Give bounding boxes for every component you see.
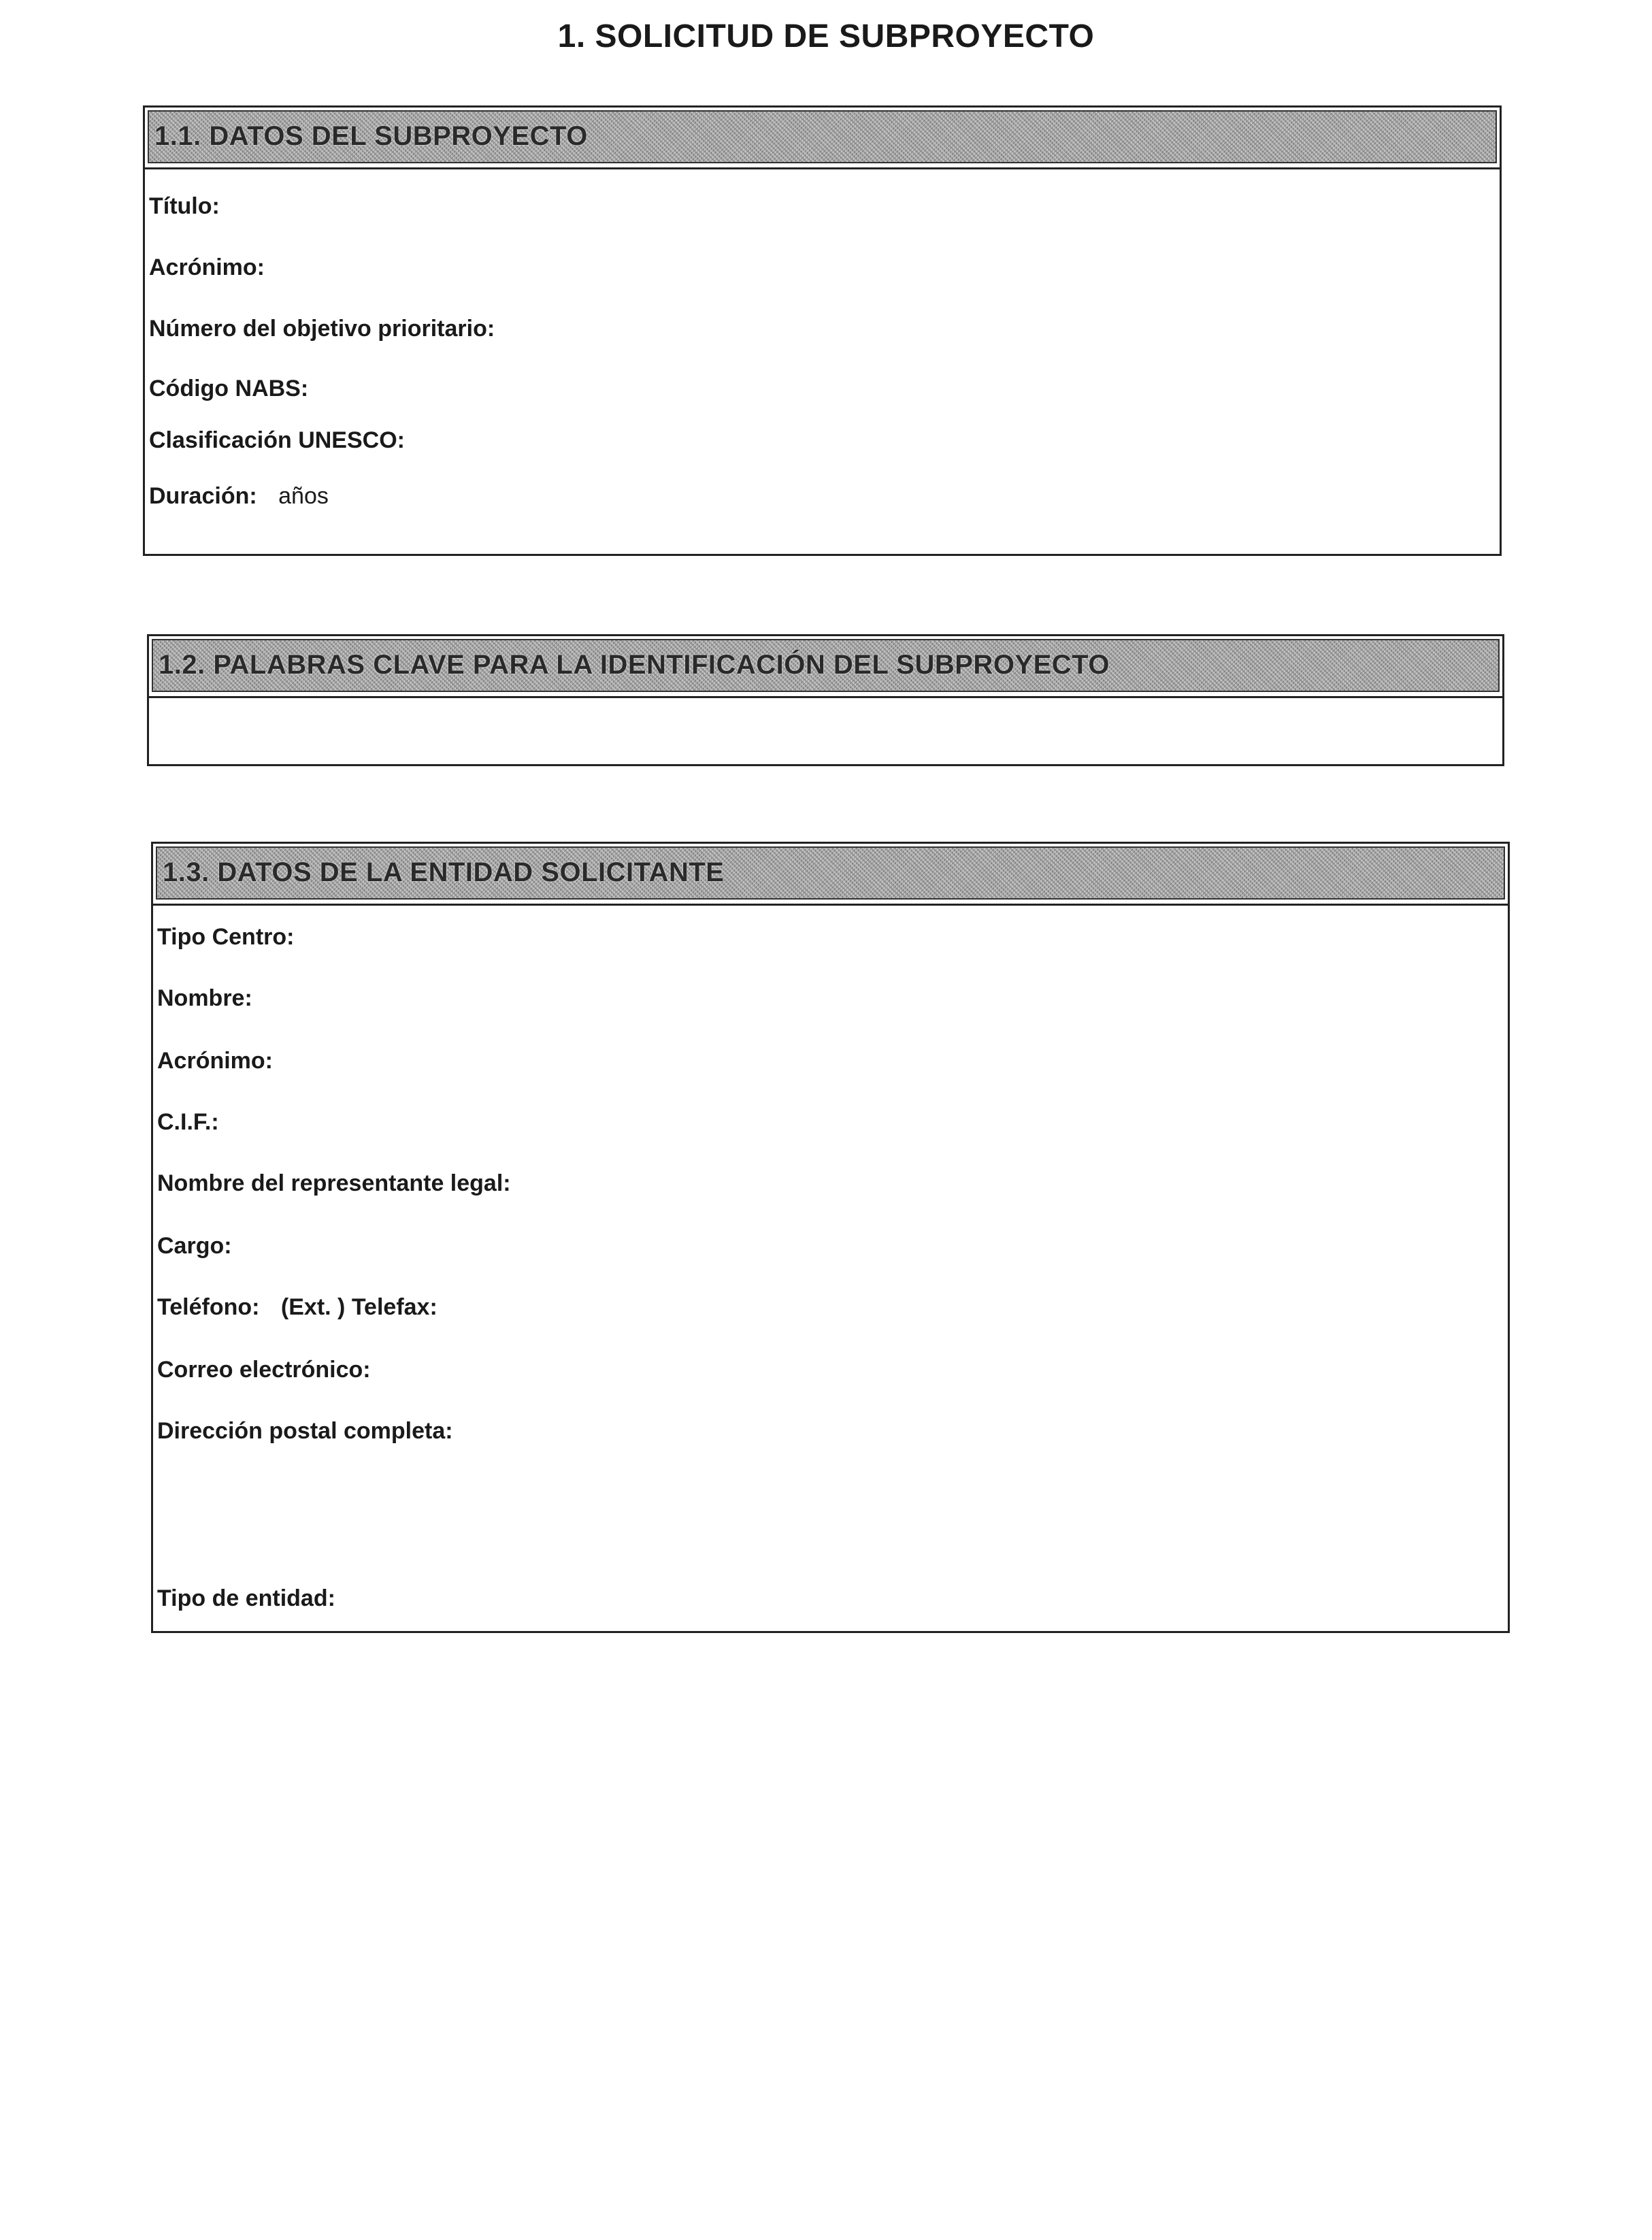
field-codigo-nabs bbox=[149, 376, 308, 402]
field-telefono-ext: (Ext. ) Telefax: bbox=[280, 1294, 437, 1320]
field-acronimo bbox=[149, 254, 265, 281]
field-label: Nombre del representante legal: bbox=[157, 1170, 511, 1196]
field-correo bbox=[157, 1357, 371, 1383]
field-label: C.I.F.: bbox=[157, 1109, 219, 1135]
field-label: Número del objetivo prioritario: bbox=[149, 316, 495, 342]
field-clasificacion-unesco bbox=[149, 427, 405, 454]
section-header bbox=[148, 110, 1497, 163]
field-label: Clasificación UNESCO: bbox=[149, 427, 405, 453]
field-label: Acrónimo: bbox=[157, 1048, 273, 1074]
field-cargo bbox=[157, 1233, 232, 1259]
field-label: Tipo Centro: bbox=[157, 924, 295, 950]
divider bbox=[149, 696, 1502, 698]
field-tipo-entidad bbox=[157, 1585, 335, 1612]
section-palabras-clave bbox=[147, 634, 1504, 766]
section-header bbox=[152, 639, 1500, 692]
section-entidad-solicitante bbox=[151, 842, 1510, 1633]
field-label: Acrónimo: bbox=[149, 254, 265, 280]
field-label: Duración: bbox=[149, 483, 257, 509]
field-duracion-unit: años bbox=[278, 483, 329, 509]
field-representante-legal bbox=[157, 1170, 511, 1197]
field-label: Correo electrónico: bbox=[157, 1357, 371, 1383]
field-acronimo bbox=[157, 1048, 273, 1074]
divider bbox=[153, 904, 1508, 906]
field-label: Cargo: bbox=[157, 1233, 232, 1259]
section-header-label: 1.3. DATOS DE LA ENTIDAD SOLICITANTE bbox=[163, 857, 725, 887]
field-label: Tipo de entidad: bbox=[157, 1585, 335, 1611]
field-label: Dirección postal completa: bbox=[157, 1418, 453, 1444]
field-label: Teléfono: bbox=[157, 1294, 260, 1320]
section-header-label: 1.1. DATOS DEL SUBPROYECTO bbox=[154, 121, 588, 151]
field-direccion bbox=[157, 1418, 453, 1445]
field-telefono bbox=[157, 1294, 437, 1321]
section-datos-subproyecto bbox=[143, 105, 1502, 556]
section-header-label: 1.2. PALABRAS CLAVE PARA LA IDENTIFICACIÓN DEL SUBPROYECTO bbox=[159, 650, 1110, 680]
divider bbox=[145, 167, 1500, 169]
page-title: 1. SOLICITUD DE SUBPROYECTO bbox=[557, 18, 1095, 54]
section-header bbox=[156, 846, 1505, 900]
field-tipo-centro bbox=[157, 924, 294, 951]
field-nombre bbox=[157, 985, 252, 1012]
field-label: Título: bbox=[149, 193, 220, 219]
field-label: Nombre: bbox=[157, 985, 252, 1011]
field-duracion bbox=[149, 483, 329, 510]
field-numero-objetivo bbox=[149, 316, 495, 342]
field-titulo bbox=[149, 193, 220, 220]
field-label: Código NABS: bbox=[149, 376, 309, 401]
field-cif bbox=[157, 1109, 219, 1136]
